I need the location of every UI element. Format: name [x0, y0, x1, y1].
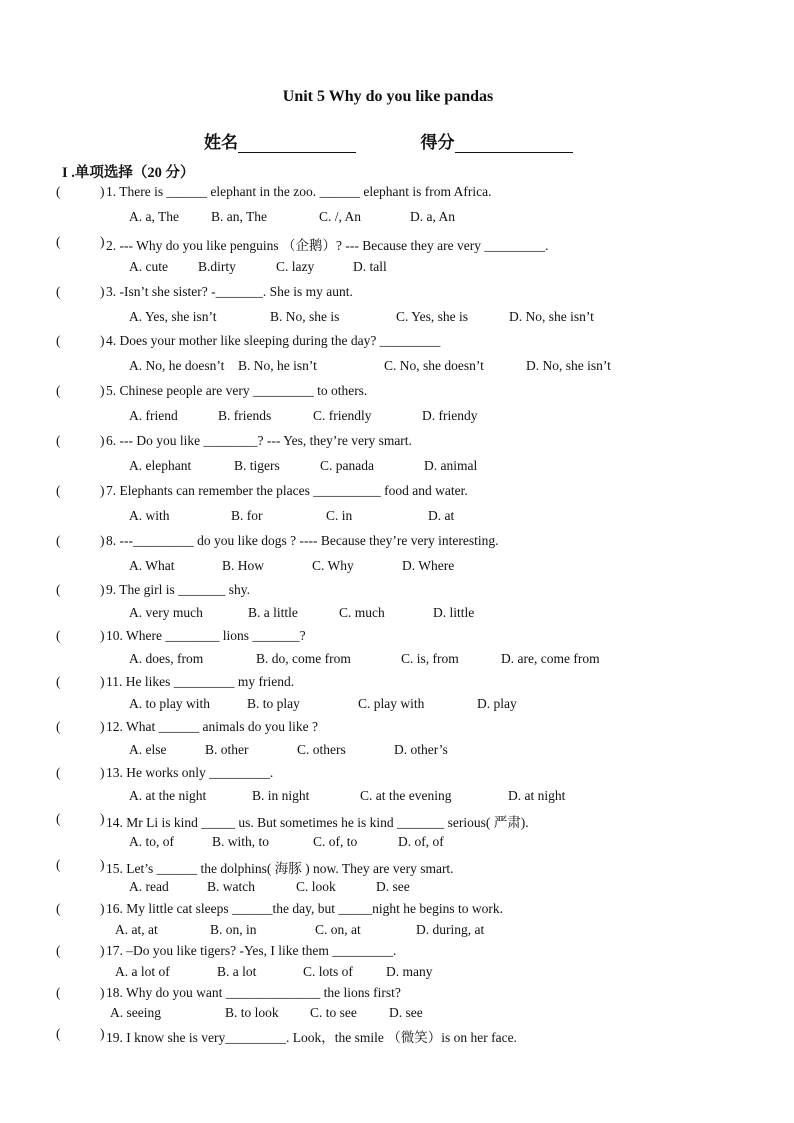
answer-option[interactable]: A. very much — [129, 605, 203, 620]
answer-paren-open[interactable]: ( — [56, 811, 61, 826]
answer-paren-close: ) — [100, 719, 105, 734]
answer-option[interactable]: C. play with — [358, 696, 425, 711]
answer-option[interactable]: D. Where — [402, 558, 455, 573]
answer-option[interactable]: C. friendly — [313, 408, 372, 423]
question-text: 14. Mr Li is kind _____ us. But sometimes he is kind _______ serious( 严肃). — [106, 815, 529, 830]
answer-paren-open[interactable]: ( — [56, 674, 61, 689]
answer-paren-close: ) — [100, 765, 105, 780]
answer-option[interactable]: B. a lot — [217, 964, 257, 979]
answer-option[interactable]: B. watch — [207, 879, 255, 894]
answer-paren-open[interactable]: ( — [56, 533, 61, 548]
answer-option[interactable]: A. read — [129, 879, 169, 894]
answer-option[interactable]: D. are, come from — [501, 651, 600, 666]
question-text: 8. ---_________ do you like dogs ? ---- Because they’re very interesting. — [106, 533, 499, 548]
answer-option[interactable]: D. during, at — [416, 922, 485, 937]
answer-option[interactable]: A. does, from — [129, 651, 204, 666]
answer-option[interactable]: B.dirty — [198, 259, 236, 274]
answer-option[interactable]: B. How — [222, 558, 265, 573]
answer-paren-open[interactable]: ( — [56, 985, 61, 1000]
answer-option[interactable]: D. many — [386, 964, 433, 979]
answer-option[interactable]: C. No, she doesn’t — [384, 358, 484, 373]
question-text: 5. Chinese people are very _________ to others. — [106, 383, 368, 398]
answer-option[interactable]: B. a little — [248, 605, 298, 620]
answer-option[interactable]: A. What — [129, 558, 175, 573]
worksheet-title: Unit 5 Why do you like pandas — [282, 88, 494, 105]
answer-option[interactable]: C. Why — [312, 558, 354, 573]
answer-paren-close: ) — [100, 184, 105, 199]
answer-paren-close: ) — [100, 1026, 105, 1041]
answer-option[interactable]: B. with, to — [212, 834, 270, 849]
answer-option[interactable]: A. to, of — [129, 834, 174, 849]
answer-paren-open[interactable]: ( — [56, 582, 61, 597]
answer-paren-close: ) — [100, 674, 105, 689]
answer-option[interactable]: D. animal — [424, 458, 478, 473]
answer-paren-close: ) — [100, 901, 105, 916]
answer-option[interactable]: A. a lot of — [115, 964, 170, 979]
answer-paren-close: ) — [100, 483, 105, 498]
answer-option[interactable]: A. cute — [129, 259, 168, 274]
question-text: 19. I know she is very_________. Look，the smile （微笑）is on her face. — [106, 1030, 517, 1045]
answer-option[interactable]: B. in night — [252, 788, 310, 803]
score-label: 得分 — [420, 133, 455, 152]
answer-option[interactable]: D. No, she isn’t — [509, 309, 594, 324]
answer-paren-open[interactable]: ( — [56, 284, 61, 299]
answer-paren-close: ) — [100, 234, 105, 249]
answer-paren-open[interactable]: ( — [56, 628, 61, 643]
answer-option[interactable]: B. other — [205, 742, 249, 757]
name-label: 姓名 — [204, 133, 238, 152]
answer-option[interactable]: B. do, come from — [256, 651, 351, 666]
answer-option[interactable]: C. of, to — [313, 834, 358, 849]
answer-paren-open[interactable]: ( — [56, 483, 61, 498]
answer-option[interactable]: C. to see — [310, 1005, 357, 1020]
answer-paren-close: ) — [100, 284, 105, 299]
answer-option[interactable]: C. on, at — [315, 922, 361, 937]
answer-paren-close: ) — [100, 628, 105, 643]
answer-option[interactable]: A. friend — [129, 408, 178, 423]
answer-option[interactable]: C. Yes, she is — [396, 309, 469, 324]
answer-paren-open[interactable]: ( — [56, 943, 61, 958]
answer-paren-open[interactable]: ( — [56, 857, 61, 872]
section-heading: I .单项选择（20 分） — [62, 165, 195, 181]
answer-option[interactable]: A. else — [129, 742, 167, 757]
answer-option[interactable]: D. tall — [353, 259, 387, 274]
answer-option[interactable]: B. on, in — [210, 922, 257, 937]
question-text: 9. The girl is _______ shy. — [106, 582, 250, 597]
question-text: 17. –Do you like tigers? -Yes, I like them _________. — [106, 943, 397, 958]
question-text: 12. What ______ animals do you like ? — [106, 719, 318, 734]
answer-paren-close: ) — [100, 582, 105, 597]
question-text: 13. He works only _________. — [106, 765, 274, 780]
answer-paren-open[interactable]: ( — [56, 1026, 61, 1041]
answer-option[interactable]: A. at the night — [129, 788, 207, 803]
answer-paren-open[interactable]: ( — [56, 234, 61, 249]
answer-paren-open[interactable]: ( — [56, 333, 61, 348]
answer-paren-open[interactable]: ( — [56, 383, 61, 398]
answer-option[interactable]: A. Yes, she isn’t — [129, 309, 217, 324]
question-text: 7. Elephants can remember the places __________ food and water. — [106, 483, 468, 498]
answer-option[interactable]: D. at — [428, 508, 455, 523]
answer-option[interactable]: A. No, he doesn’t — [129, 358, 225, 373]
answer-option[interactable]: C. lazy — [276, 259, 315, 274]
answer-option[interactable]: C. at the evening — [360, 788, 452, 803]
answer-option[interactable]: D. play — [477, 696, 517, 711]
answer-paren-close: ) — [100, 857, 105, 872]
answer-option[interactable]: A. seeing — [110, 1005, 161, 1020]
answer-option[interactable]: D. of, of — [398, 834, 444, 849]
answer-paren-close: ) — [100, 985, 105, 1000]
answer-option[interactable]: A. a, The — [129, 209, 179, 224]
answer-option[interactable]: D. other’s — [394, 742, 448, 757]
answer-option[interactable]: A. to play with — [129, 696, 210, 711]
answer-option[interactable]: D. No, she isn’t — [526, 358, 611, 373]
answer-option[interactable]: B. to look — [225, 1005, 279, 1020]
answer-option[interactable]: D. a, An — [410, 209, 455, 224]
answer-option[interactable]: C. lots of — [303, 964, 353, 979]
question-text: 16. My little cat sleeps ______the day, but _____night he begins to work. — [106, 901, 503, 916]
question-text: 11. He likes _________ my friend. — [106, 674, 295, 689]
answer-paren-open[interactable]: ( — [56, 719, 61, 734]
answer-option[interactable]: C. panada — [320, 458, 374, 473]
question-text: 2. --- Why do you like penguins （企鹅）? --- Because they are very _________. — [106, 238, 549, 253]
answer-option[interactable]: D. at night — [508, 788, 566, 803]
answer-paren-open[interactable]: ( — [56, 765, 61, 780]
answer-option[interactable]: B. for — [231, 508, 263, 523]
answer-option[interactable]: D. friendy — [422, 408, 478, 423]
answer-option[interactable]: B. tigers — [234, 458, 280, 473]
answer-option[interactable]: C. in — [326, 508, 353, 523]
answer-option[interactable]: C. much — [339, 605, 385, 620]
answer-option[interactable]: A. with — [129, 508, 170, 523]
answer-option[interactable]: C. others — [297, 742, 346, 757]
answer-option[interactable]: D. see — [389, 1005, 423, 1020]
student-info — [204, 128, 573, 153]
answer-option[interactable]: A. at, at — [115, 922, 158, 937]
question-text: 4. Does your mother like sleeping during the day? _________ — [106, 333, 441, 348]
question-text: 3. -Isn’t she sister? -_______. She is my aunt. — [106, 284, 353, 299]
answer-option[interactable]: A. elephant — [129, 458, 192, 473]
question-text: 1. There is ______ elephant in the zoo. ______ elephant is from Africa. — [106, 184, 492, 199]
answer-paren-open[interactable]: ( — [56, 184, 61, 199]
answer-option[interactable]: D. see — [376, 879, 410, 894]
answer-paren-open[interactable]: ( — [56, 901, 61, 916]
question-text: 18. Why do you want ______________ the lions first? — [106, 985, 401, 1000]
answer-paren-close: ) — [100, 811, 105, 826]
question-text: 15. Let’s ______ the dolphins( 海豚 ) now. They are very smart. — [106, 861, 454, 876]
answer-paren-close: ) — [100, 433, 105, 448]
score-blank[interactable] — [455, 134, 573, 153]
answer-paren-open[interactable]: ( — [56, 433, 61, 448]
name-blank[interactable] — [238, 134, 356, 153]
answer-option[interactable]: C. look — [296, 879, 336, 894]
answer-option[interactable]: D. little — [433, 605, 475, 620]
answer-paren-close: ) — [100, 943, 105, 958]
answer-option[interactable]: C. is, from — [401, 651, 459, 666]
question-text: 6. --- Do you like ________? --- Yes, they’re very smart. — [106, 433, 412, 448]
answer-option[interactable]: B. No, he isn’t — [238, 358, 317, 373]
answer-option[interactable]: C. /, An — [319, 209, 362, 224]
question-text: 10. Where ________ lions _______? — [106, 628, 306, 643]
answer-option[interactable]: B. to play — [247, 696, 300, 711]
answer-paren-close: ) — [100, 533, 105, 548]
answer-option[interactable]: B. friends — [218, 408, 272, 423]
answer-paren-close: ) — [100, 333, 105, 348]
answer-option[interactable]: B. an, The — [211, 209, 267, 224]
answer-paren-close: ) — [100, 383, 105, 398]
answer-option[interactable]: B. No, she is — [270, 309, 340, 324]
